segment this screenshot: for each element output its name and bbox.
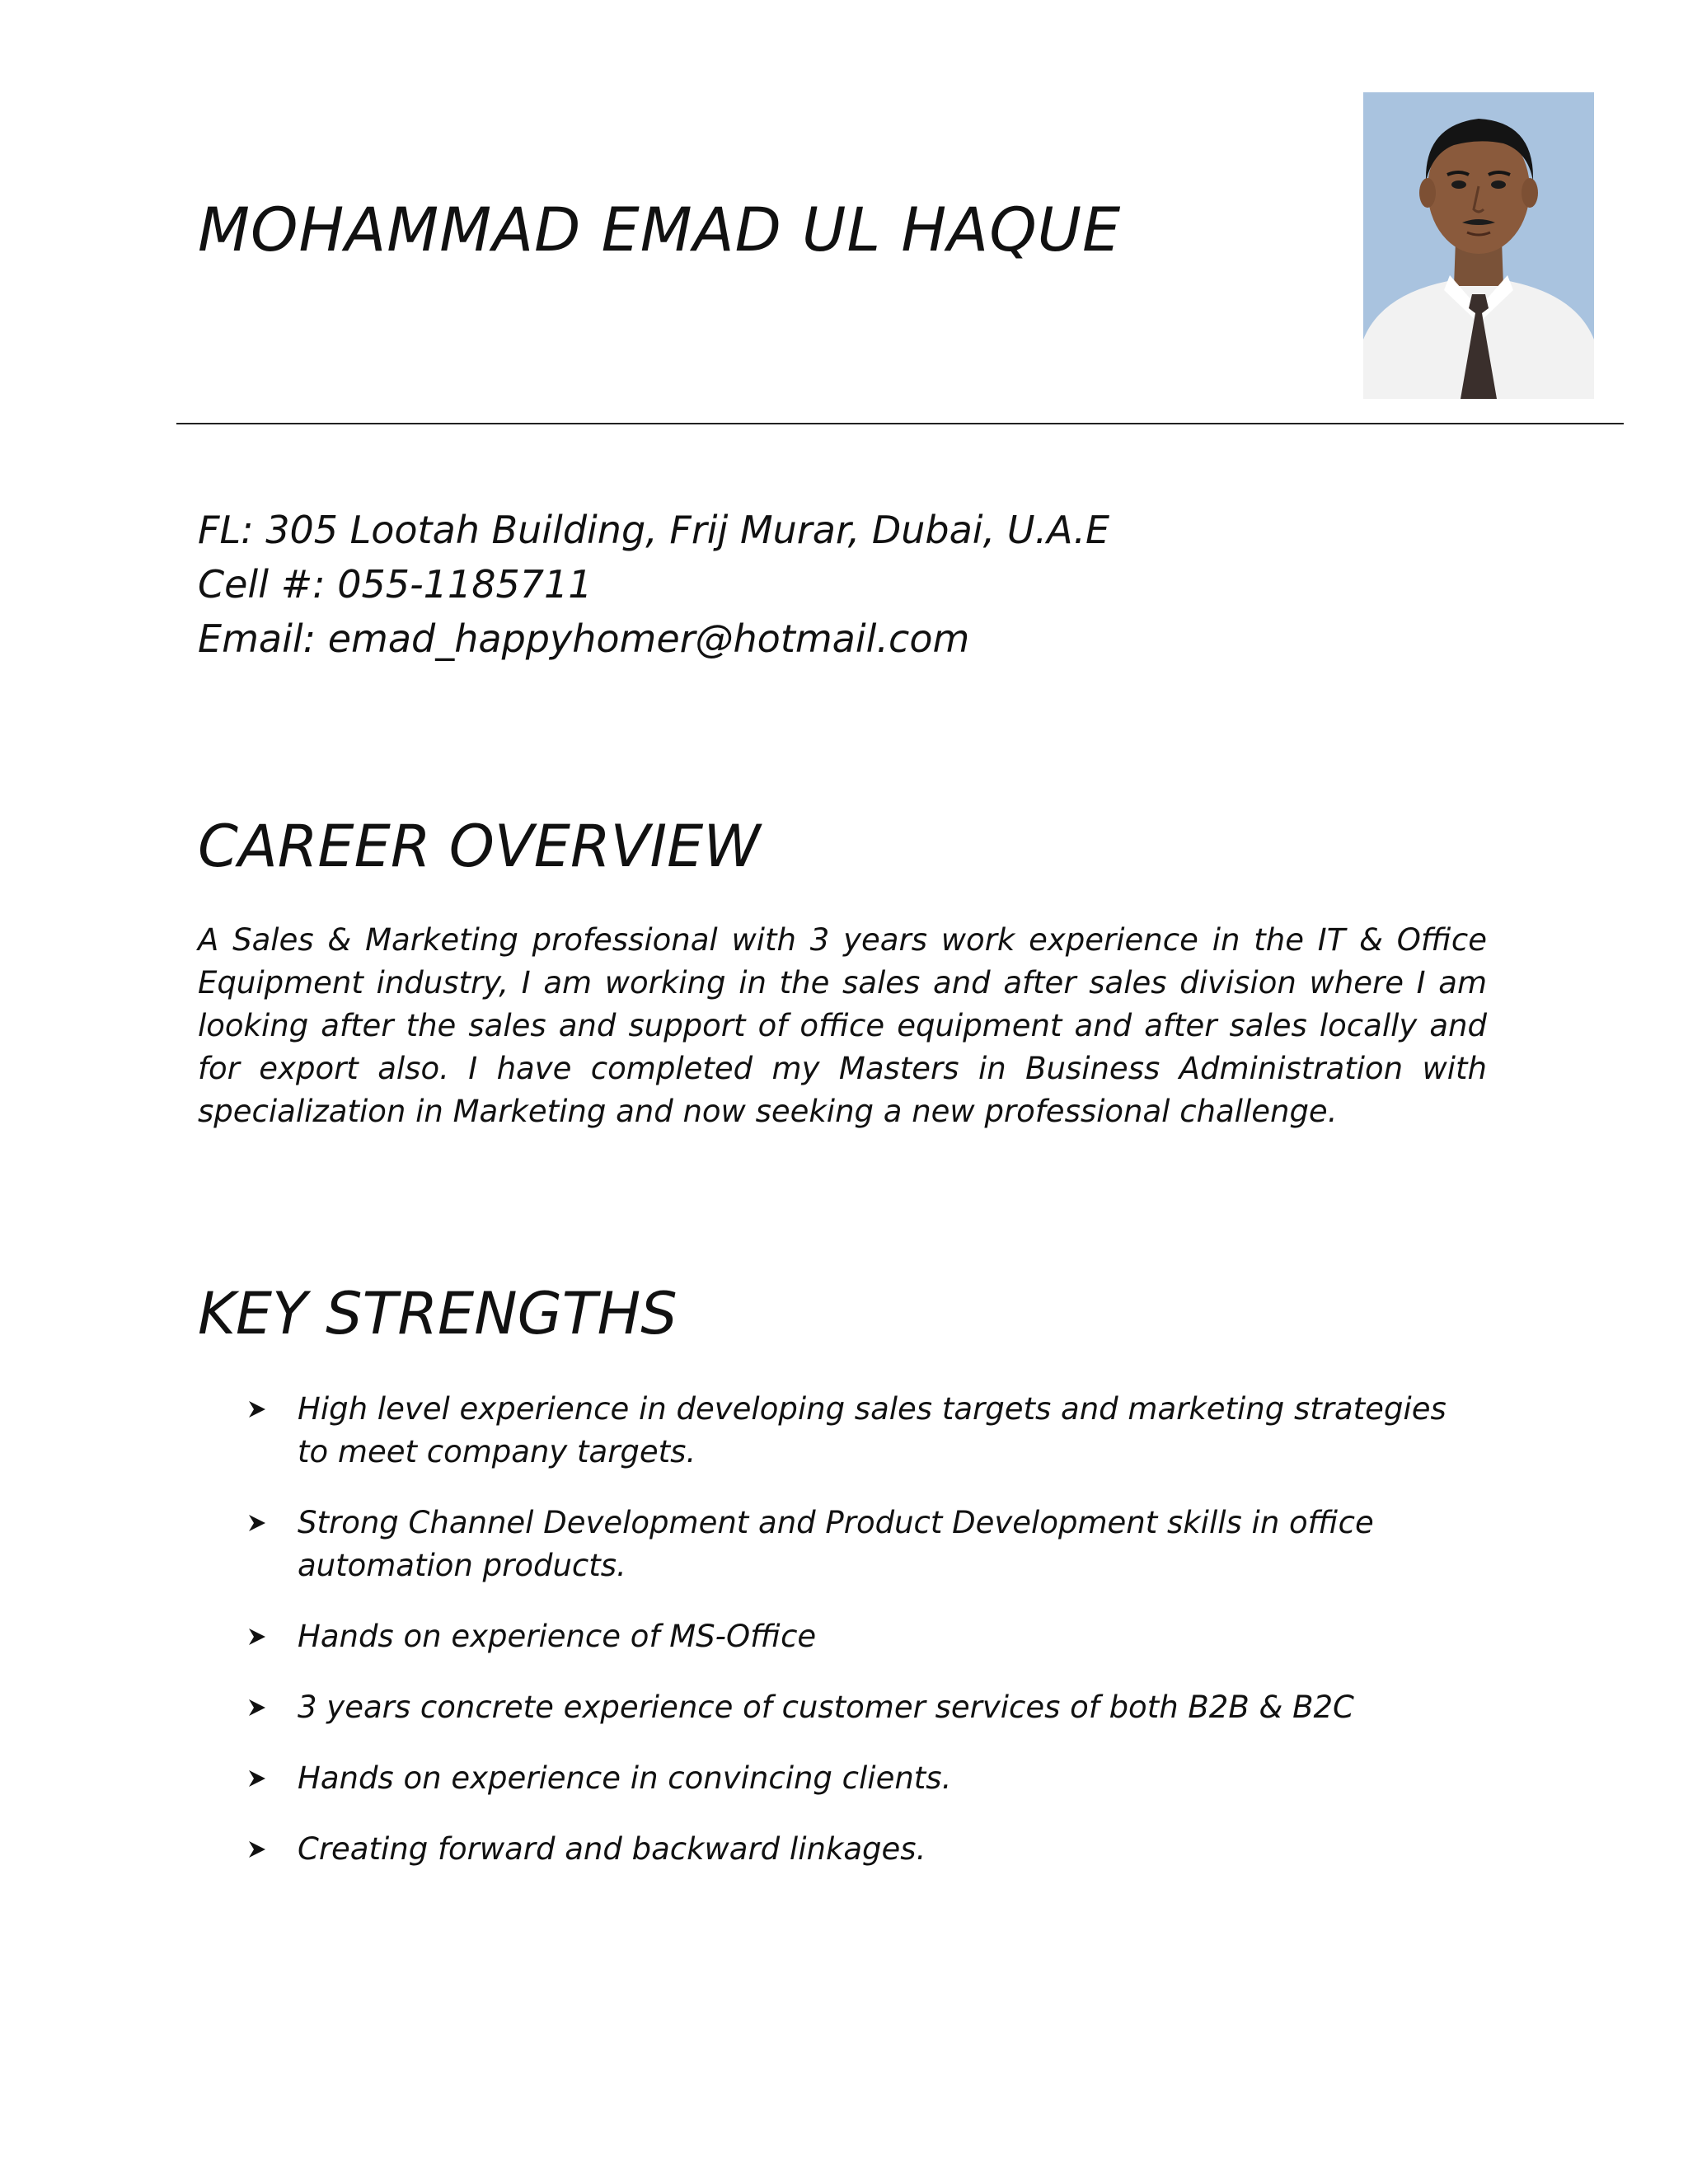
strength-item [247,1757,1459,1800]
career-overview-heading: CAREER OVERVIEW [198,813,761,880]
strength-text: 3 years concrete experience of customer services of both B2B & B2C [298,1690,1354,1725]
strength-item [247,1388,1459,1474]
arrowhead-bullet-icon [247,1627,267,1647]
strength-text: Hands on experience in convincing clients. [298,1760,952,1796]
arrowhead-bullet-icon [247,1513,267,1533]
key-strengths-list [247,1388,1459,1899]
header-divider [176,423,1624,424]
arrowhead-bullet-icon [247,1399,267,1419]
arrowhead-bullet-icon [247,1698,267,1718]
strength-item [247,1686,1459,1729]
portrait-photo [1363,92,1594,399]
arrowhead-bullet-icon [247,1840,267,1859]
key-strengths-heading: KEY STRENGTHS [198,1280,678,1347]
contact-block [198,503,1109,666]
contact-email: Email: emad_happyhomer@hotmail.com [198,616,970,661]
arrowhead-bullet-icon [247,1769,267,1788]
contact-address: FL: 305 Lootah Building, Frij Murar, Dubai, U.A.E [198,508,1110,552]
strength-text: Creating forward and backward linkages. [298,1831,926,1867]
contact-cell: Cell #: 055-1185711 [198,562,593,607]
applicant-name: MOHAMMAD EMAD UL HAQUE [198,195,1122,265]
strength-text: Hands on experience of MS-Office [298,1619,817,1654]
career-overview-text: A Sales & Marketing professional with 3 years work experience in the IT & Office Equipment industry, I am working in the sales and after sales division where I am looking after the sales and support of office equipment and after sales locally and for export also. I have completed my Masters in Business Administration with specialization in Marketing and now seeking a new professional challenge. [198,922,1487,1129]
strength-text: Strong Channel Development and Product Development skills in office automation products. [298,1505,1374,1583]
strength-item [247,1502,1459,1587]
strength-item [247,1828,1459,1871]
strength-text: High level experience in developing sales targets and marketing strategies to meet company targets. [298,1391,1447,1469]
strength-item [247,1615,1459,1658]
